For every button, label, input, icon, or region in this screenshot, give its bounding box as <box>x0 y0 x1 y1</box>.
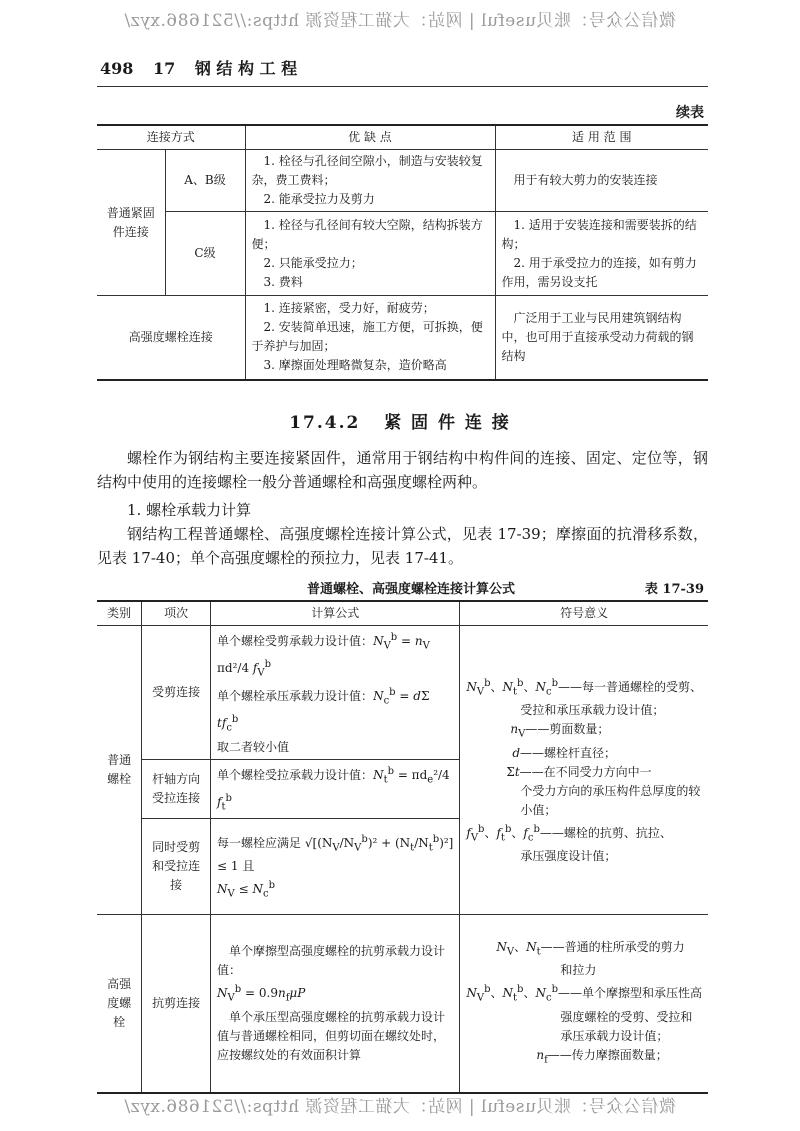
table-number: 表 17-39 <box>644 582 704 597</box>
scope-cell <box>495 212 708 296</box>
formula-note: 取二者较小值 <box>217 739 290 754</box>
header-cell: 计算公式 <box>211 601 460 626</box>
formula-note: 单个承压型高强度螺栓的抗剪承载力设计值与普通螺栓相同，但剪切面在螺纹处时，应按螺纹处的有效面积计算 <box>217 1009 446 1062</box>
formula-cell <box>211 915 460 1093</box>
table-row <box>97 626 708 760</box>
header-cell: 符号意义 <box>460 601 708 626</box>
header-cell: 优 缺 点 <box>245 125 495 150</box>
bolt-formula-table <box>97 600 708 1094</box>
list-item: 用于有较大剪力的安装连接 <box>513 173 658 187</box>
item-cell: 抗剪连接 <box>142 915 211 1093</box>
symbol-cell <box>460 915 708 1093</box>
type-cell: A、B级 <box>165 150 245 212</box>
scope-cell <box>495 296 708 380</box>
list-item: 1. 栓径与孔径间有较大空隙，结构拆装方便； <box>251 217 483 251</box>
symbol-def: Σt——在不同受力方向中一 <box>506 764 652 779</box>
chapter-number: 17 <box>152 59 176 78</box>
table-row <box>97 296 708 380</box>
category-cell: 高强度螺栓 <box>97 915 142 1093</box>
list-item: 广泛用于工业与民用建筑钢结构中，也可用于直接承受动力荷载的钢结构 <box>501 310 694 363</box>
list-item: 1. 连接紧密，受力好，耐疲劳； <box>263 301 435 316</box>
symbol-def: $n_V——$剪面数量； <box>510 722 610 740</box>
symbol-def: $f_V^b$、$f_t^b$、$f_c^b——$螺栓的抗剪、抗拉、 <box>466 823 672 844</box>
symbol-def: $N_V$、$N_t——$普通的柱所承受的剪力 <box>496 940 685 958</box>
pros-cell <box>245 296 495 380</box>
formula-label: 单个螺栓受剪承载力设计值： <box>217 634 374 648</box>
item-cell: 同时受剪和受拉连接 <box>142 819 211 915</box>
formula-line: 单个螺栓受剪承载力设计值：$N_V^b = n_V$ πd²/4 $f_V^b$ <box>217 632 430 679</box>
watermark-top: 微信公众号：账贝useful | 网站：大猫工程资源 https://521686.xyz/ <box>124 11 676 31</box>
formula-line: $N_V^b = 0.9n_f\mu P$ <box>217 984 306 1004</box>
formula-label: 单个螺栓受拉承载力设计值： <box>217 767 374 782</box>
formula-label: 单个螺栓承压承载力设计值： <box>217 688 374 703</box>
formula-line: 单个螺栓承压承载力设计值：$N_c^b = d\Sigma$ $tf_c^b$ <box>217 686 430 734</box>
table-row <box>97 150 708 212</box>
section-title: 紧 固 件 连 接 <box>384 413 511 433</box>
symbol-def: $N_V^b$、$N_t^b$、$N_c^b——$每一普通螺栓的受剪、 <box>466 678 702 698</box>
symbol-cell <box>460 626 708 915</box>
formula-cell <box>211 759 460 819</box>
list-item: 2. 安装简单迅速，施工方便，可拆换，便于养护与加固； <box>251 320 483 354</box>
type-cell: C级 <box>165 212 245 296</box>
item-cell: 受剪连接 <box>142 626 211 760</box>
list-item: 1. 适用于安装连接和需要装拆的结构； <box>501 217 697 251</box>
category-cell: 普通螺栓 <box>97 626 142 915</box>
header-cell: 项次 <box>142 601 211 626</box>
symbol-def-cont: 个受力方向的承压构件总厚度的较小值； <box>520 783 701 817</box>
paragraph: 钢结构工程普通螺栓、高强度螺栓连接计算公式，见表 17-39；摩擦面的抗滑移系数，见表 17-40；单个高强度螺栓的预拉力，见表 17-41。 <box>97 525 708 567</box>
list-item: 2. 只能承受拉力； <box>263 255 363 270</box>
table-row <box>97 915 708 1093</box>
list-item: 3. 摩擦面处理略微复杂，造价略高 <box>263 358 447 373</box>
formula-cell <box>211 819 460 915</box>
symbol-def-cont: 承压强度设计值； <box>520 849 617 864</box>
list-item: 2. 能承受拉力及剪力 <box>263 192 375 206</box>
formula-label: 单个摩擦型高强度螺栓的抗剪承载力设计值： <box>217 944 446 978</box>
table-header-row <box>97 125 708 150</box>
formula-cell <box>211 626 460 760</box>
running-header <box>100 56 311 79</box>
section-number: 17.4.2 <box>289 413 361 433</box>
page-number: 498 <box>100 59 134 78</box>
type-cell: 高强度螺栓连接 <box>97 296 245 380</box>
table-header-row <box>97 601 708 626</box>
list-item: 1. 栓径与孔径间空隙小，制造与安装较复杂，费工费料； <box>251 154 483 187</box>
formula-tail: ≤ 1 且 <box>217 859 255 874</box>
symbol-def-cont: 和拉力 <box>560 963 597 978</box>
paragraph: 螺栓作为钢结构主要连接紧固件，通常用于钢结构中构件间的连接、固定、定位等，钢结构中使用的连接螺栓一般分普通螺栓和高强度螺栓两种。 <box>97 449 708 491</box>
subheading: 1. 螺栓承载力计算 <box>127 501 252 519</box>
symbol-def: $n_f——$传力摩擦面数量； <box>536 1047 668 1066</box>
symbol-def-cont: 受拉和承压承载力设计值； <box>520 703 665 718</box>
pros-cell <box>245 212 495 296</box>
formula-label: 每一螺栓应满足 <box>217 835 302 850</box>
table-row <box>97 212 708 296</box>
symbol-def: $N_V^b$、$N_t^b$、$N_c^b——$单个摩擦型和承压性高 <box>466 984 702 1004</box>
list-item: 3. 费料 <box>263 274 303 289</box>
symbol-def-cont: 强度螺栓的受剪、受拉和承压承载力设计值； <box>560 1009 693 1043</box>
connection-methods-table <box>97 124 708 381</box>
item-cell: 杆轴方向受拉连接 <box>142 759 211 819</box>
continued-label: 续表 <box>676 105 704 121</box>
chapter-title: 钢 结 构 工 程 <box>194 59 298 78</box>
scope-cell <box>495 150 708 212</box>
header-cell: 适 用 范 围 <box>495 125 708 150</box>
table-caption: 普通螺栓、高强度螺栓连接计算公式 <box>307 582 516 597</box>
formula-line: 每一螺栓应满足 $√[(N_V/N_V^b)^2 + (N_t/N_t^b)^2] \le 1$ 且 <box>217 833 454 874</box>
formula-line: 单个螺栓受拉承载力设计值：$N_t^b = \pi d_e^2/4$ $f_t^b$ <box>217 765 450 813</box>
formula-line: $N_V \le N_c^b$ <box>217 880 275 900</box>
watermark-bottom: 微信公众号：账贝useful | 网站：大猫工程资源 https://521686.xyz/ <box>124 1097 676 1117</box>
group-label: 普通紧固件连接 <box>97 150 165 296</box>
section-heading <box>0 408 800 433</box>
pros-cell <box>245 150 495 212</box>
header-cell: 类别 <box>97 601 142 626</box>
header-cell: 连接方式 <box>97 125 245 150</box>
header-rule <box>97 86 708 87</box>
list-item: 2. 用于承受拉力的连接，如有剪力作用，需另设支托 <box>501 255 697 289</box>
symbol-def: d——螺栓杆直径； <box>512 745 617 760</box>
